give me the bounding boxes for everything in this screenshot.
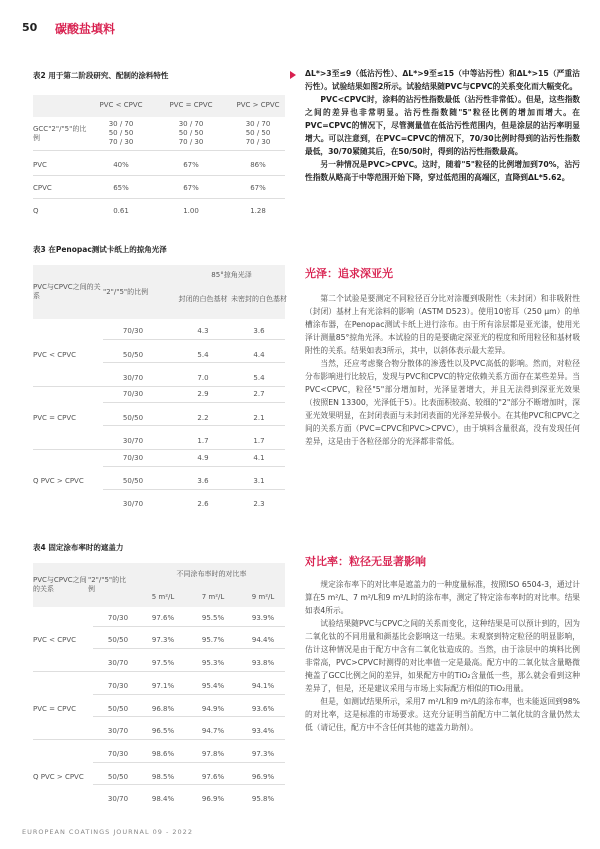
table2-cell: 0.61 xyxy=(113,207,129,215)
table3-cell: 7.0 xyxy=(197,374,209,382)
table3-cell: 2.6 xyxy=(197,500,209,508)
table3-cell: 2.2 xyxy=(197,414,209,422)
table4-group-label: PVC < CPVC xyxy=(33,636,76,644)
table3-cell: 2.1 xyxy=(253,414,265,422)
table3-group-header: 85°掠角光泽 xyxy=(211,271,252,279)
table2-gcc-value: 30 / 70 50 / 50 70 / 30 xyxy=(108,120,134,146)
table4-cell: 97.5% xyxy=(151,659,175,667)
table2-row-label: PVC xyxy=(33,161,47,169)
paragraph: ΔL*>3至≤9（低沾污性）、ΔL*>9至≤15（中等沾污性）和ΔL*>15（严重沾污性）。试验结果如图2所示。试验结果随PVC与CPVC的关系变化而大幅变化。 xyxy=(305,69,580,91)
table4-ratio: 70/30 xyxy=(107,682,129,690)
table4-sub-header: 7 m²/L xyxy=(201,593,225,601)
table2-cell: 67% xyxy=(183,184,199,192)
table2-row-label: CPVC xyxy=(33,184,52,192)
body-text-contrast xyxy=(305,578,580,734)
table3-cell: 1.7 xyxy=(253,437,265,445)
table2-gcc-value: 30 / 70 50 / 50 70 / 30 xyxy=(245,120,271,146)
table4-ratio: 30/70 xyxy=(107,727,129,735)
table4-cell: 97.8% xyxy=(201,750,225,758)
table3-cell: 5.4 xyxy=(197,351,209,359)
table3-ratio: 30/70 xyxy=(122,500,144,508)
table3-col-ratio: "2"/"5"的比例 xyxy=(103,288,149,296)
table4-ratio: 30/70 xyxy=(107,795,129,803)
table3-group-label: PVC = CPVC xyxy=(33,414,76,422)
table3-sub-header: 封闭的白色基材 xyxy=(178,295,228,303)
table3-cell: 4.9 xyxy=(197,454,209,462)
table3-ratio: 70/30 xyxy=(122,390,144,398)
table3-cell: 2.3 xyxy=(253,500,265,508)
table3-cell: 4.1 xyxy=(253,454,265,462)
table4-cell: 95.3% xyxy=(201,659,225,667)
table3-cell: 2.7 xyxy=(253,390,265,398)
table4-cell: 96.8% xyxy=(151,705,175,713)
table4-cell: 96.5% xyxy=(151,727,175,735)
section-heading-contrast: 对比率：粒径无显著影响 xyxy=(305,555,426,568)
table4-cell: 98.5% xyxy=(151,773,175,781)
table4-cell: 93.9% xyxy=(251,614,275,622)
table4-cell: 97.3% xyxy=(151,636,175,644)
table4-ratio: 30/70 xyxy=(107,659,129,667)
table3-group-label: Q PVC > CPVC xyxy=(33,477,84,485)
table3-cell: 3.6 xyxy=(197,477,209,485)
table3-ratio: 50/50 xyxy=(122,351,144,359)
table4-cell: 93.8% xyxy=(251,659,275,667)
table4-col-ratio: "2"/"5"的比例 xyxy=(88,576,127,593)
table3-cell: 3.1 xyxy=(253,477,265,485)
table2-cell: 65% xyxy=(113,184,129,192)
table4-cell: 97.3% xyxy=(251,750,275,758)
table2 xyxy=(33,95,285,222)
table4-cell: 97.1% xyxy=(151,682,175,690)
paragraph: 另一种情况是PVC>CPVC。这时，随着"5"粒径的比例增加到70%，沾污性指数从略高于中等范围开始下降，穿过低范围的高端区，直降到ΔL*5.62。 xyxy=(305,160,580,182)
table4-col-relation: PVC与CPVC之间的关系 xyxy=(33,576,87,593)
table4-cell: 96.9% xyxy=(251,773,275,781)
table2-cell: 1.28 xyxy=(250,207,266,215)
table3 xyxy=(33,265,285,520)
table4-cell: 94.1% xyxy=(251,682,275,690)
paragraph: 第二个试验是要测定不同粒径百分比对涂覆到吸附性（未封闭）和非吸附性（封闭）基材上有光涂料的影响（ASTM D523）。使用10密耳（250 μm）的单槽涂布器，在Penopac测试卡纸上进行涂布。由于所有涂层都是亚光漆，使用光泽计测量85°掠角光泽。本试验的目的是要确定深亚光的程度和所用粒径和基材吸附性的关系。结果如表3所示，其中，以斜体表示最大差异。 xyxy=(305,294,581,355)
paragraph: 但是，如测试结果所示，采用7 m²/L和9 m²/L的涂布率，也未能返回到98%的对比率，这是标准的市场要求。这充分证明当前配方中二氧化钛的含量仍然太低（请记住，配方中不含任何其他的遮盖力助剂）。 xyxy=(305,697,580,732)
table2-row-label: Q xyxy=(33,207,39,215)
table2-header: PVC > CPVC xyxy=(236,101,280,109)
table4-cell: 93.6% xyxy=(251,705,275,713)
table4-ratio: 50/50 xyxy=(107,705,129,713)
table2-cell: 40% xyxy=(113,161,129,169)
table4-group-label: PVC = CPVC xyxy=(33,705,76,713)
table3-col-relation: PVC与CPVC之间的关系 xyxy=(33,283,101,300)
table2-header: PVC < CPVC xyxy=(99,101,143,109)
table2-caption: 表2 用于第二阶段研究、配制的涂料特性 xyxy=(33,71,169,80)
table3-cell: 2.9 xyxy=(197,390,209,398)
section-heading-gloss: 光泽：追求深亚光 xyxy=(305,267,393,280)
table3-ratio: 50/50 xyxy=(122,477,144,485)
table4-ratio: 70/30 xyxy=(107,614,129,622)
table4-cell: 95.8% xyxy=(251,795,275,803)
table4-cell: 94.9% xyxy=(201,705,225,713)
paragraph: PVC<CPVC时，涂料的沾污性指数最低（沾污性非常低）。但是，这些指数之间的差异也非常明显。沾污性指数随"5"粒径比例的增加而增大。在PVC=CPVC的情况下，尽管测量值在低沾污性范围内，但是涂层的沾污率明显增大。可以注意到，在PVC=CPVC的情况下，70/30比例时得到的沾污性指数最低，30/70紧随其后，在50/50时，得到的沾污性指数最高。 xyxy=(305,95,580,156)
table2-cell: 1.00 xyxy=(183,207,199,215)
table2-cell: 86% xyxy=(250,161,266,169)
table3-group-label: PVC < CPVC xyxy=(33,351,76,359)
page-number: 50 xyxy=(22,21,38,34)
table4-cell: 94.4% xyxy=(251,636,275,644)
continuation-marker xyxy=(290,71,296,79)
table3-cell: 4.4 xyxy=(253,351,265,359)
table2-cell: 67% xyxy=(183,161,199,169)
footer: EUROPEAN COATINGS JOURNAL 09 - 2022 xyxy=(22,828,193,836)
table4-sub-header: 9 m²/L xyxy=(251,593,275,601)
table3-sub-header: 未密封的白色基材 xyxy=(231,295,287,303)
table4-cell: 97.6% xyxy=(151,614,175,622)
table4-cell: 98.6% xyxy=(151,750,175,758)
body-text-gloss xyxy=(305,292,580,448)
table4-sub-header: 5 m²/L xyxy=(151,593,175,601)
table4-cell: 95.5% xyxy=(201,614,225,622)
table4-cell: 93.4% xyxy=(251,727,275,735)
table2-gcc-label: GCC"2"/"5"的比例 xyxy=(33,125,87,142)
table4-caption: 表4 固定涂布率时的遮盖力 xyxy=(33,543,124,552)
table2-header: PVC = CPVC xyxy=(169,101,213,109)
table4-cell: 95.7% xyxy=(201,636,225,644)
table4-cell: 98.4% xyxy=(151,795,175,803)
table3-ratio: 50/50 xyxy=(122,414,144,422)
table3-ratio: 30/70 xyxy=(122,437,144,445)
table4-ratio: 70/30 xyxy=(107,750,129,758)
table3-ratio: 70/30 xyxy=(122,327,144,335)
paragraph: 规定涂布率下的对比率是遮盖力的一种度量标准，按照ISO 6504-3，通过计算在5 m²/L、7 m²/L和9 m²/L时的涂布率，测定了特定涂布率时的对比率。结果如表4所示。 xyxy=(305,580,580,615)
table4-group-header: 不同涂布率时的对比率 xyxy=(176,570,247,578)
paragraph: 当然，还应考虑聚合物分散体的渗透性以及PVC高低的影响。然而，对粒径分布影响进行比较后，发现与PVC和CPVC的特定依赖关系方面存在某些差异。当PVC<CPVC，粒径"5"部分增加时，光泽显著增大，并且无法得到深亚光效果（按照EN 13300，光泽低于5）。比表面积较高、较细的"2"部分不断增加时，深亚光效果明显，在封闭表面与未封闭表面的光泽差异极小。在其他PVC和CPVC之间的关系方面（PVC=CPVC和PVC>CPVC），由于填料含量很高，没有发现任何差异，这是由于各粒径部分的光泽都非常低。 xyxy=(305,359,580,446)
table3-cell: 4.3 xyxy=(197,327,209,335)
table4-group-label: Q PVC > CPVC xyxy=(33,773,84,781)
table3-ratio: 70/30 xyxy=(122,454,144,462)
table4-cell: 97.6% xyxy=(201,773,225,781)
table3-caption: 表3 在Penopac测试卡纸上的掠角光泽 xyxy=(33,245,167,254)
table4-cell: 96.9% xyxy=(201,795,225,803)
table4 xyxy=(33,563,285,825)
section-title: 碳酸盐填料 xyxy=(55,22,116,36)
table4-ratio: 50/50 xyxy=(107,773,129,781)
table2-gcc-value: 30 / 70 50 / 50 70 / 30 xyxy=(178,120,204,146)
table4-cell: 94.7% xyxy=(201,727,225,735)
table2-cell: 67% xyxy=(250,184,266,192)
body-text-top xyxy=(305,67,580,184)
table3-cell: 1.7 xyxy=(197,437,209,445)
table3-cell: 5.4 xyxy=(253,374,265,382)
paragraph: 试验结果随PVC与CPVC之间的关系而变化，这种结果是可以预计到的，因为二氧化钛的不同用量和颜基比会影响这一结果。未观察到特定粒径的明显影响，估计这种情况是由于配方中含有二氧化钛造成的。当然，由于涂层中的填料比例非常高，PVC>CPVC时测得的对比率值一定是最高。配方中的二氧化钛含量略微掩盖了GCC比例之间的差异，如果配方中的TiO₂含量低一些，那么就会看到这种差异了，但是，还是建议采用与市场上实际配方相似的TiO₂用量。 xyxy=(305,619,580,693)
table3-cell: 3.6 xyxy=(253,327,265,335)
table4-ratio: 50/50 xyxy=(107,636,129,644)
table3-ratio: 30/70 xyxy=(122,374,144,382)
table4-cell: 95.4% xyxy=(201,682,225,690)
